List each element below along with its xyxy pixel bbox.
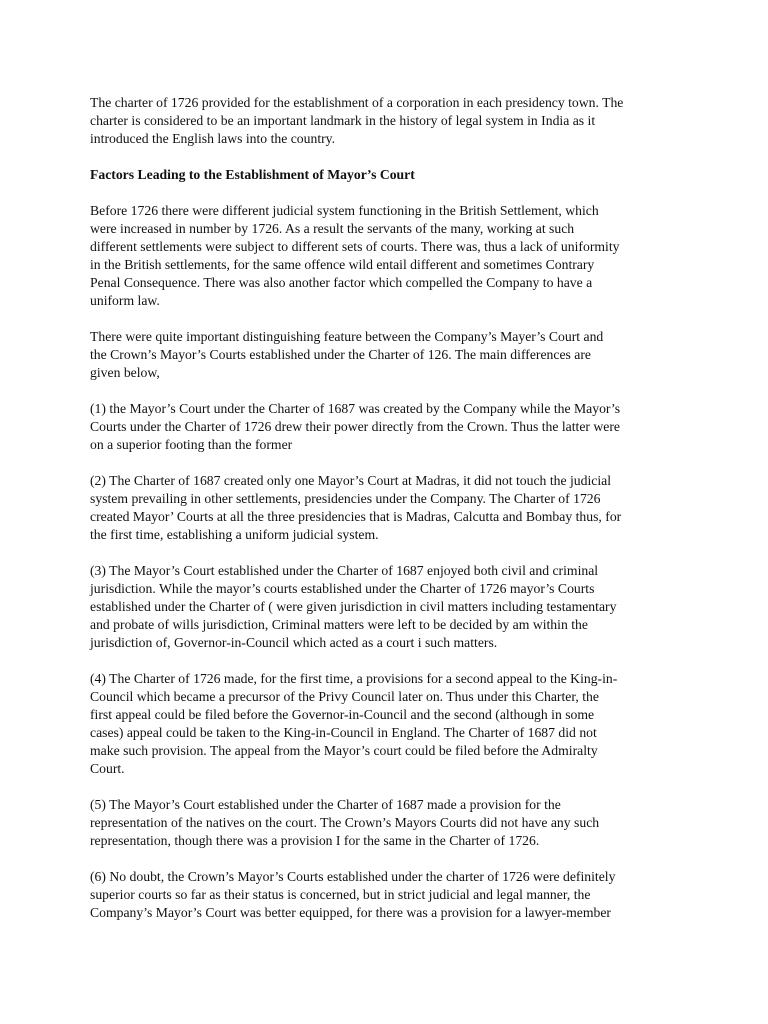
paragraph-before-1726: Before 1726 there were different judicial system functioning in the British Settlement, which were increased in number by 1726. As a result the servants of the many, working at such different settlements were subject to different sets of courts. There was, thus a lack of uniformity in the British settlements, for the same offence wild entail different and sometimes Contrary Penal Consequence. There was also another factor which compelled the Company to have a uniform law.	[90, 203, 620, 308]
point-5-paragraph: (5) The Mayor’s Court established under the Charter of 1687 made a provision for the representation of the natives on the court. The Crown’s Mayors Courts did not have any such representation, though there was a provision I for the same in the Charter of 1726.	[90, 797, 600, 848]
point-1-paragraph: (1) the Mayor’s Court under the Charter of 1687 was created by the Company while the Mayor’s Courts under the Charter of 1726 drew their power directly from the Crown. Thus the latter were on a superior footing than the former	[90, 401, 621, 452]
intro-paragraph: The charter of 1726 provided for the establishment of a corporation in each presidency town. The charter is considered to be an important landmark in the history of legal system in India as it introduced the English laws into the country.	[90, 95, 624, 146]
section-heading: Factors Leading to the Establishment of Mayor’s Court	[90, 167, 415, 182]
point-4-paragraph: (4) The Charter of 1726 made, for the first time, a provisions for a second appeal to the King-in- Council which became a precursor of the Privy Council later on. Thus under this Charter, the first appeal could be filed before the Governor-in-Council and the second (although in some cases) appeal could be taken to the King-in-Council in England. The Charter of 1687 did not make such provision. The appeal from the Mayor’s court could be filed before the Admiralty Court.	[90, 671, 618, 776]
point-3-paragraph: (3) The Mayor’s Court established under the Charter of 1687 enjoyed both civil and criminal jurisdiction. While the mayor’s courts established under the Charter of 1726 mayor’s Courts established under the Charter of ( were given jurisdiction in civil matters including testamentary and probate of wills jurisdiction, Criminal matters were left to be decided by am within the jurisdiction of, Governor-in-Council which acted as a court i such matters.	[90, 563, 617, 650]
point-2-paragraph: (2) The Charter of 1687 created only one Mayor’s Court at Madras, it did not touch the judicial system prevailing in other settlements, presidencies under the Company. The Charter of 1726 created Mayor’ Courts at all the three presidencies that is Madras, Calcutta and Bombay thus, for the first time, establishing a uniform judicial system.	[90, 473, 622, 542]
paragraph-differences: There were quite important distinguishing feature between the Company’s Mayer’s Court and the Crown’s Mayor’s Courts established under the Charter of 126. The main differences are given below,	[90, 329, 604, 380]
point-6-paragraph: (6) No doubt, the Crown’s Mayor’s Courts established under the charter of 1726 were definitely superior courts so far as their status is concerned, but in strict judicial and legal manner, the Company’s Mayor’s Court was better equipped, for there was a provision for a lawyer-member	[90, 869, 616, 920]
document-page	[90, 94, 690, 922]
